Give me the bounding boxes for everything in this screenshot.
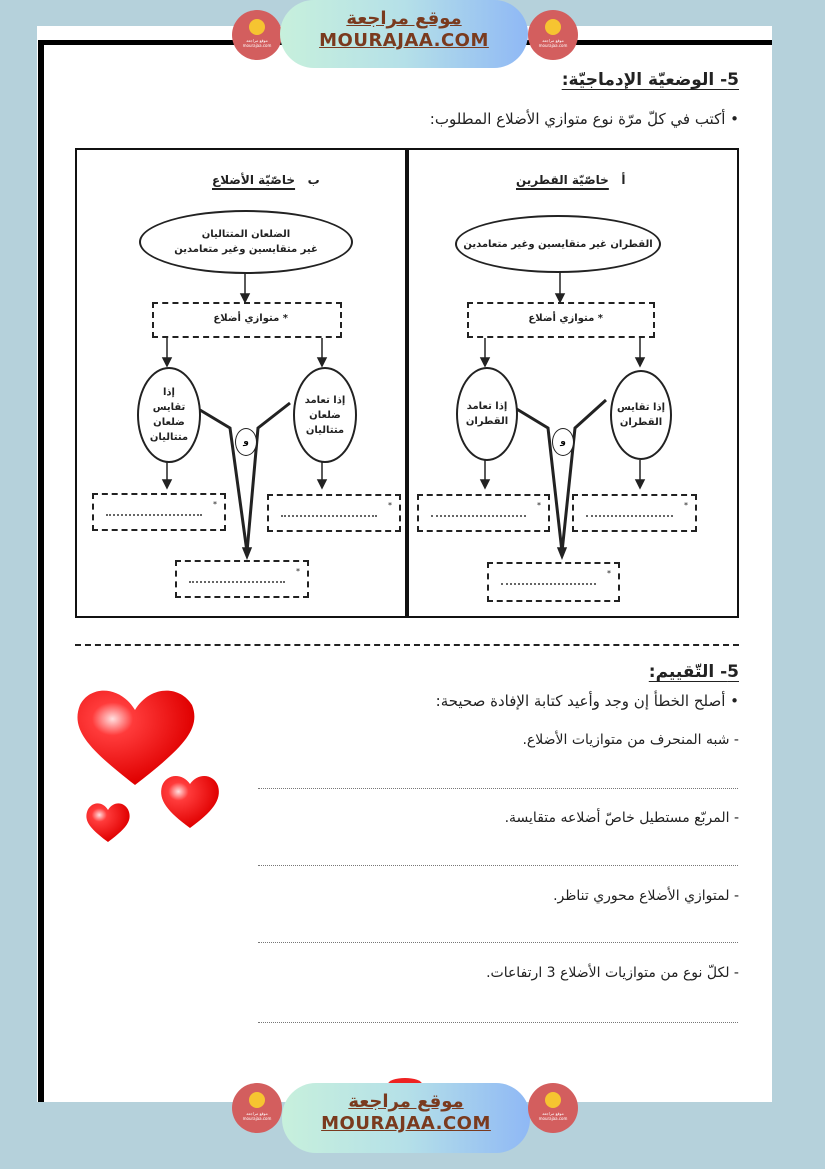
hearts-icon: [70, 680, 240, 850]
star: *: [213, 500, 217, 509]
banner-arabic: موقع مراجعة: [348, 1091, 464, 1112]
statement-1: - شبه المنحرف من متوازيات الأضلاع.: [522, 732, 739, 748]
statement-2: - المربّع مستطيل خاصّ أضلاعه متقايسة.: [504, 810, 739, 826]
panel-a-answer-right[interactable]: [572, 494, 697, 532]
middle-text: * متوازي أضلاع: [528, 313, 603, 324]
middle-text: * متوازي أضلاع: [213, 313, 288, 324]
badge-text: موقع مراجعة mourajaa.com: [242, 1111, 272, 1121]
dotted-line: [106, 514, 202, 516]
panel-b-root-ellipse: [139, 210, 353, 274]
root-text-line1: الضلعان المتتاليان: [201, 229, 291, 240]
site-logo-badge-left-bottom[interactable]: [232, 1083, 282, 1133]
root-text: القطران غير متقايسين وغير متعامدين: [463, 238, 653, 250]
section-heading-integration: 5- الوضعيّة الإدماجيّة:: [561, 70, 739, 90]
condition-text: إذا تقايس القطران: [616, 402, 666, 428]
badge-text: موقع مراجعة mourajaa.com: [242, 38, 272, 48]
star: *: [607, 569, 611, 578]
panel-a-root-ellipse: [455, 215, 661, 273]
panel-b-answer-right[interactable]: [267, 494, 401, 532]
panel-a-letter: أ: [621, 173, 626, 187]
section-instruction-evaluation: • أصلح الخطأ إن وجد وأعيد كتابة الإفادة صحيحة:: [435, 692, 739, 710]
banner-arabic: موقع مراجعة: [346, 8, 462, 29]
condition-text: إذا تعامد ضلعان متتاليان: [304, 394, 346, 436]
panel-a-answer-bottom[interactable]: [487, 562, 620, 602]
panel-b-right-condition: [293, 367, 357, 463]
panel-a-and: و: [552, 428, 574, 456]
banner-english: MOURAJAA.COM: [319, 30, 489, 51]
condition-text: إذا تعامد القطران: [465, 401, 509, 427]
statement-4: - لكلّ نوع من متوازيات الأضلاع 3 ارتفاعات.: [486, 965, 739, 981]
condition-text: إذا تقايس ضلعان متتاليان: [149, 387, 189, 443]
star: *: [296, 567, 300, 576]
panel-a-right-condition: [610, 370, 672, 460]
answer-line-1[interactable]: [258, 788, 738, 789]
panel-a-title: [516, 173, 626, 187]
panel-a-title-text: خاصّيّة القطرين: [516, 173, 609, 187]
answer-line-3[interactable]: [258, 942, 738, 943]
star: *: [388, 501, 392, 510]
dotted-line: [431, 515, 526, 517]
dotted-line: [281, 515, 377, 517]
panel-b-middle-box: [152, 302, 342, 338]
logo-icon: [545, 1092, 561, 1108]
site-logo-badge-right-bottom[interactable]: [528, 1083, 578, 1133]
panel-a-middle-box: [467, 302, 655, 338]
panel-b-and: و: [235, 428, 257, 456]
badge-text: موقع مراجعة mourajaa.com: [538, 38, 568, 48]
statement-3: - لمتوازي الأضلاع محوري تناظر.: [553, 888, 739, 904]
root-text-line2: غير متقايسين وغير متعامدين: [174, 244, 318, 255]
logo-icon: [249, 1092, 265, 1108]
dotted-line: [501, 583, 596, 585]
panel-b-title-text: خاصّيّة الأضلاع: [212, 173, 296, 187]
star: *: [684, 501, 688, 510]
section-separator: [75, 644, 739, 646]
answer-line-2[interactable]: [258, 865, 738, 866]
star: *: [537, 501, 541, 510]
panel-b-title: [212, 173, 320, 187]
panel-b-answer-bottom[interactable]: [175, 560, 309, 598]
badge-text: موقع مراجعة mourajaa.com: [538, 1111, 568, 1121]
banner-english: MOURAJAA.COM: [321, 1113, 491, 1134]
panel-b-answer-left[interactable]: [92, 493, 226, 531]
dotted-line: [586, 515, 673, 517]
panel-b-letter: ب: [307, 173, 320, 187]
panel-b-left-condition: [137, 367, 201, 463]
panel-a-left-condition: [456, 367, 518, 461]
section-instruction: • أكتب في كلّ مرّة نوع متوازي الأضلاع المطلوب:: [429, 110, 739, 128]
panel-a-answer-left[interactable]: [417, 494, 550, 532]
section-heading-evaluation: 5- التّقييم:: [648, 662, 739, 682]
answer-line-4[interactable]: [258, 1022, 738, 1023]
dotted-line: [189, 581, 285, 583]
site-banner-bottom[interactable]: [282, 1083, 530, 1153]
